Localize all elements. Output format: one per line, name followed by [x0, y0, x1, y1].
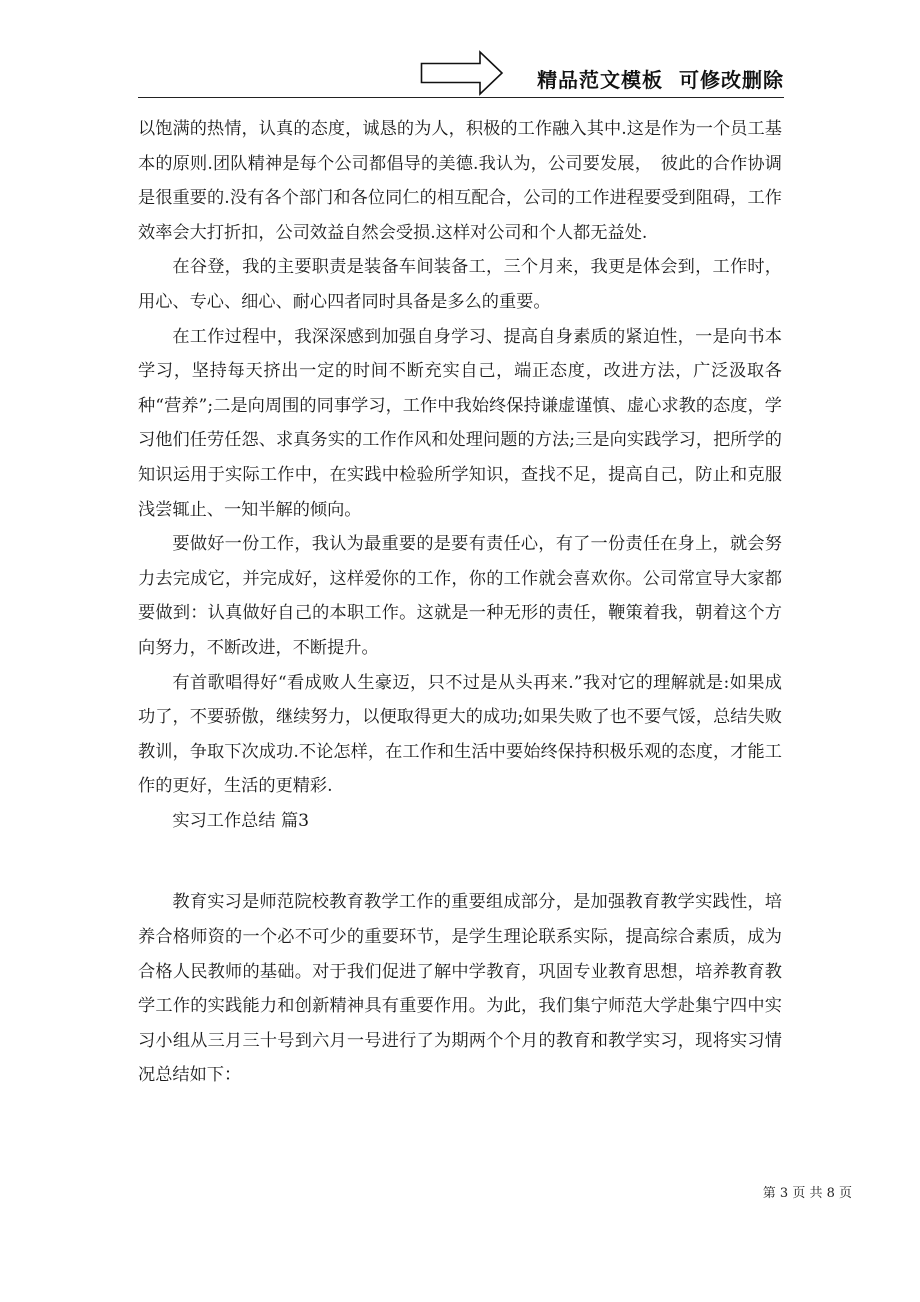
paragraph: 要做好一份工作，我认为最重要的是要有责任心，有了一份责任在身上，就会努力去完成它，并完成好，这样爱你的工作，你的工作就会喜欢你。公司常宣导大家都要做到：认真做好自己的本职工作。这就是一种无形的责任，鞭策着我，朝着这个方向努力，不断改进，不断提升。 [138, 534, 782, 658]
header-divider [138, 97, 784, 98]
paragraph: 在谷登，我的主要职责是装备车间装备工，三个月来，我更是体会到，工作时，用心、专心、细心、耐心四者同时具备是多么的重要。 [138, 257, 782, 312]
page-number: 第 3 页 共 8 页 [762, 1186, 852, 1201]
paragraph: 有首歌唱得好“看成败人生豪迈，只不过是从头再来.”我对它的理解就是:如果成功了，不要骄傲，继续努力，以便取得更大的成功;如果失败了也不要气馁，总结失败教训，争取下次成功.不论怎样，在工作和生活中要始终保持积极乐观的态度，才能工作的更好，生活的更精彩. [138, 672, 782, 797]
header-title: 精品范文模板 可修改删除 [537, 68, 784, 92]
section-heading: 实习工作总结 篇3 [172, 810, 310, 831]
paragraph: 在工作过程中，我深深感到加强自身学习、提高自身素质的紧迫性，一是向书本学习，坚持每天挤出一定的时间不断充实自己，端正态度，改进方法，广泛汲取各种“营养”;二是向周围的同事学习，工作中我始终保持谦虚谨慎、虚心求教的态度，学习他们任劳任怨、求真务实的工作作风和处理问题的方法;三是向实践学习，把所学的知识运用于实际工作中，在实践中检验所学知识，查找不足，提高自己，防止和克服浅尝辄止、一知半解的倾向。 [138, 326, 782, 520]
paragraph: 以饱满的热情，认真的态度，诚恳的为人，积极的工作融入其中.这是作为一个员工基本的原则.团队精神是每个公司都倡导的美德.我认为，公司要发展， 彼此的合作协调是很重要的.没有各个部门和各位同仁的相互配合，公司的工作进程要受到阻碍，工作效率会大打折扣，公司效益自然会受损.这样对公司和个人都无益处. [138, 119, 782, 243]
page-header [138, 50, 784, 98]
paragraph: 教育实习是师范院校教育教学工作的重要组成部分，是加强教育教学实践性，培养合格师资的一个必不可少的重要环节，是学生理论联系实际，提高综合素质，成为合格人民教师的基础。对于我们促进了解中学教育，巩固专业教育思想，培养教育教学工作的实践能力和创新精神具有重要作用。为此，我们集宁师范大学赴集宁四中实习小组从三月三十号到六月一号进行了为期两个个月的教育和教学实习，现将实习情况总结如下： [138, 892, 782, 1086]
right-arrow-icon [420, 50, 504, 96]
document-body [138, 112, 782, 1093]
